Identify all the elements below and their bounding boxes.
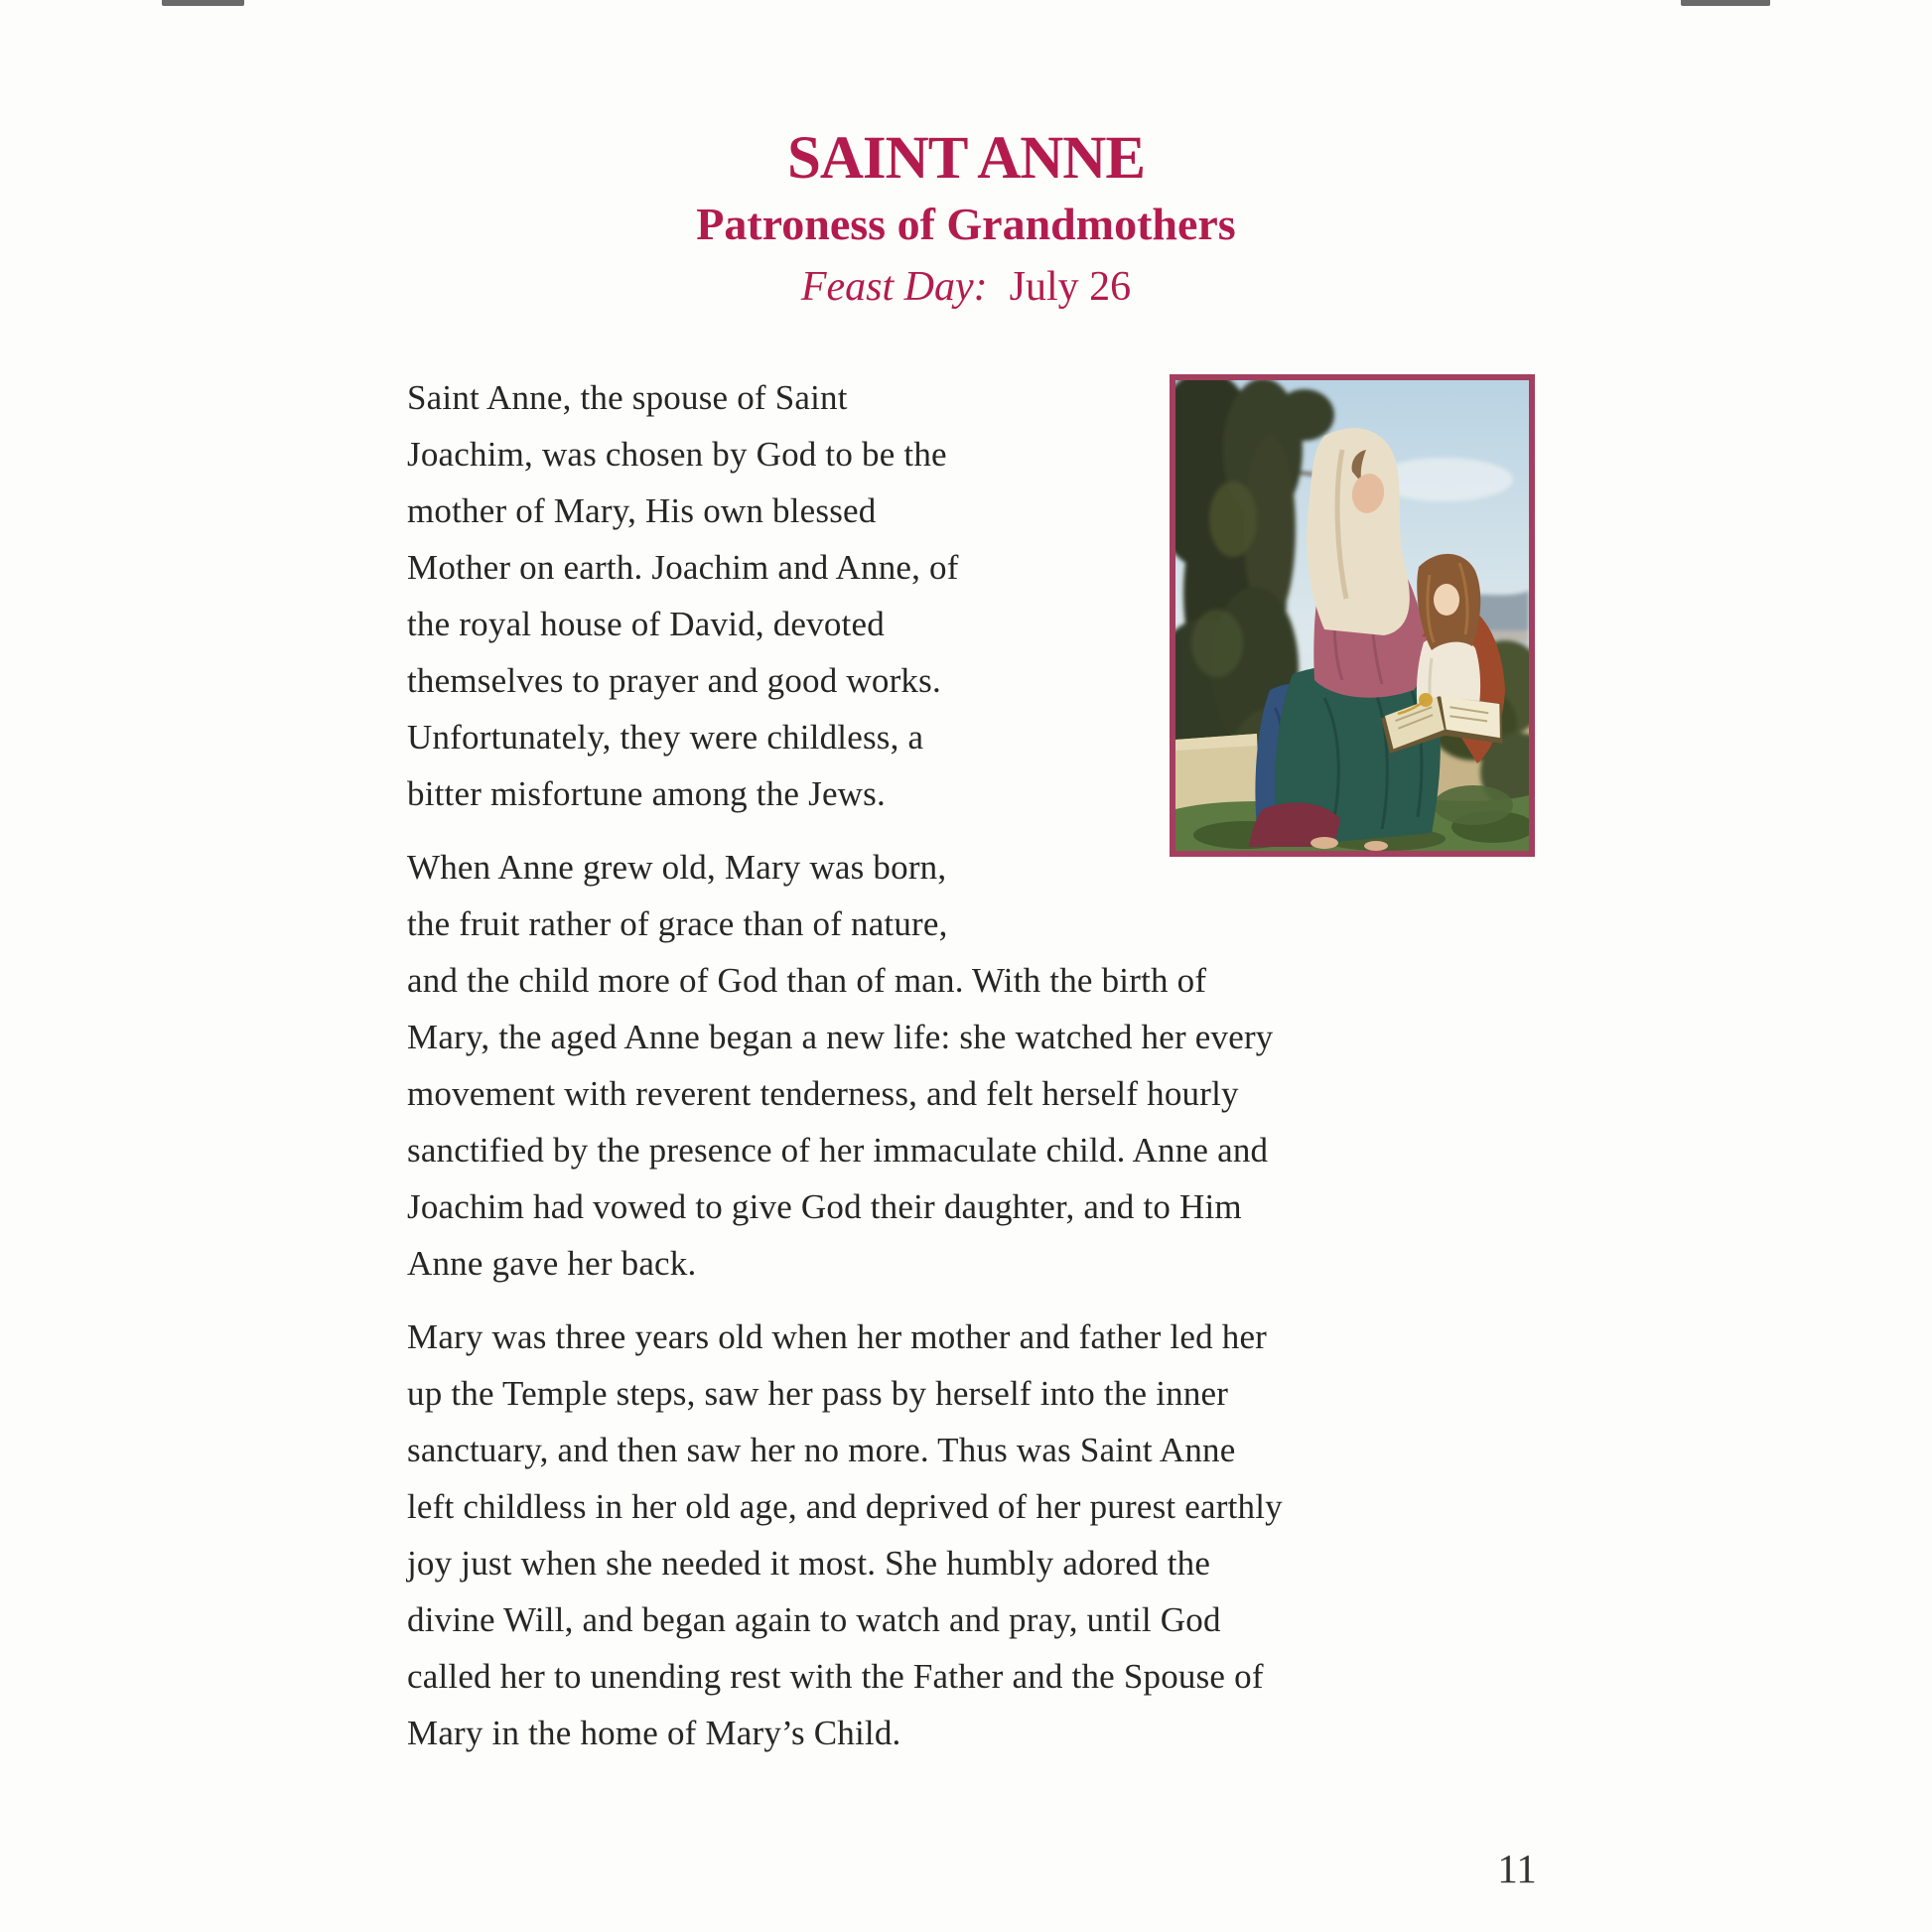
text-line: Joachim had vowed to give God their daughter, and to Him: [407, 1187, 1242, 1226]
text-line: up the Temple steps, saw her pass by herself into the inner: [407, 1374, 1229, 1413]
text-line: called her to unending rest with the Father and the Spouse of: [407, 1657, 1264, 1696]
page-subtitle: Patroness of Grandmothers: [696, 199, 1236, 249]
text-line: and the child more of God than of man. With the birth of: [407, 961, 1207, 1000]
scan-mark-top-right: [1681, 0, 1770, 6]
text-line: Unfortunately, they were childless, a: [407, 718, 924, 757]
paragraph: [407, 369, 1539, 822]
text-line: Saint Anne, the spouse of Saint: [407, 378, 848, 417]
page-header: [0, 125, 1932, 318]
text-line: sanctified by the presence of her immaculate child. Anne and: [407, 1131, 1269, 1170]
text-line: Anne gave her back.: [407, 1244, 697, 1283]
text-line: Mother on earth. Joachim and Anne, of: [407, 548, 959, 587]
text-line: sanctuary, and then saw her no more. Thus was Saint Anne: [407, 1431, 1236, 1469]
feast-day-label: Feast Day:: [800, 264, 988, 310]
article-text: [407, 369, 1539, 1778]
text-line: Mary, the aged Anne began a new life: she watched her every: [407, 1018, 1274, 1056]
text-line: joy just when she needed it most. She humbly adored the: [407, 1544, 1211, 1583]
text-line: themselves to prayer and good works.: [407, 661, 941, 700]
text-line: When Anne grew old, Mary was born,: [407, 848, 947, 887]
text-line: the fruit rather of grace than of nature,: [407, 904, 948, 943]
paragraph: [407, 839, 1539, 1292]
paragraph: [407, 1309, 1539, 1761]
text-line: left childless in her old age, and deprived of her purest earthly: [407, 1487, 1283, 1526]
text-line: movement with reverent tenderness, and felt herself hourly: [407, 1074, 1239, 1113]
text-line: divine Will, and began again to watch and pray, until God: [407, 1600, 1221, 1639]
scan-mark-top-left: [162, 0, 244, 6]
text-line: Mary was three years old when her mother and father led her: [407, 1317, 1268, 1356]
page-title: SAINT ANNE: [786, 125, 1146, 192]
feast-day-line: [0, 256, 1932, 318]
text-line: Joachim, was chosen by God to be the: [407, 435, 947, 474]
text-line: Mary in the home of Mary’s Child.: [407, 1714, 901, 1752]
text-line: the royal house of David, devoted: [407, 605, 885, 643]
page-number: 11: [1497, 1846, 1537, 1891]
feast-day-value: July 26: [1009, 264, 1132, 310]
text-line: bitter misfortune among the Jews.: [407, 774, 886, 813]
text-line: mother of Mary, His own blessed: [407, 491, 877, 530]
